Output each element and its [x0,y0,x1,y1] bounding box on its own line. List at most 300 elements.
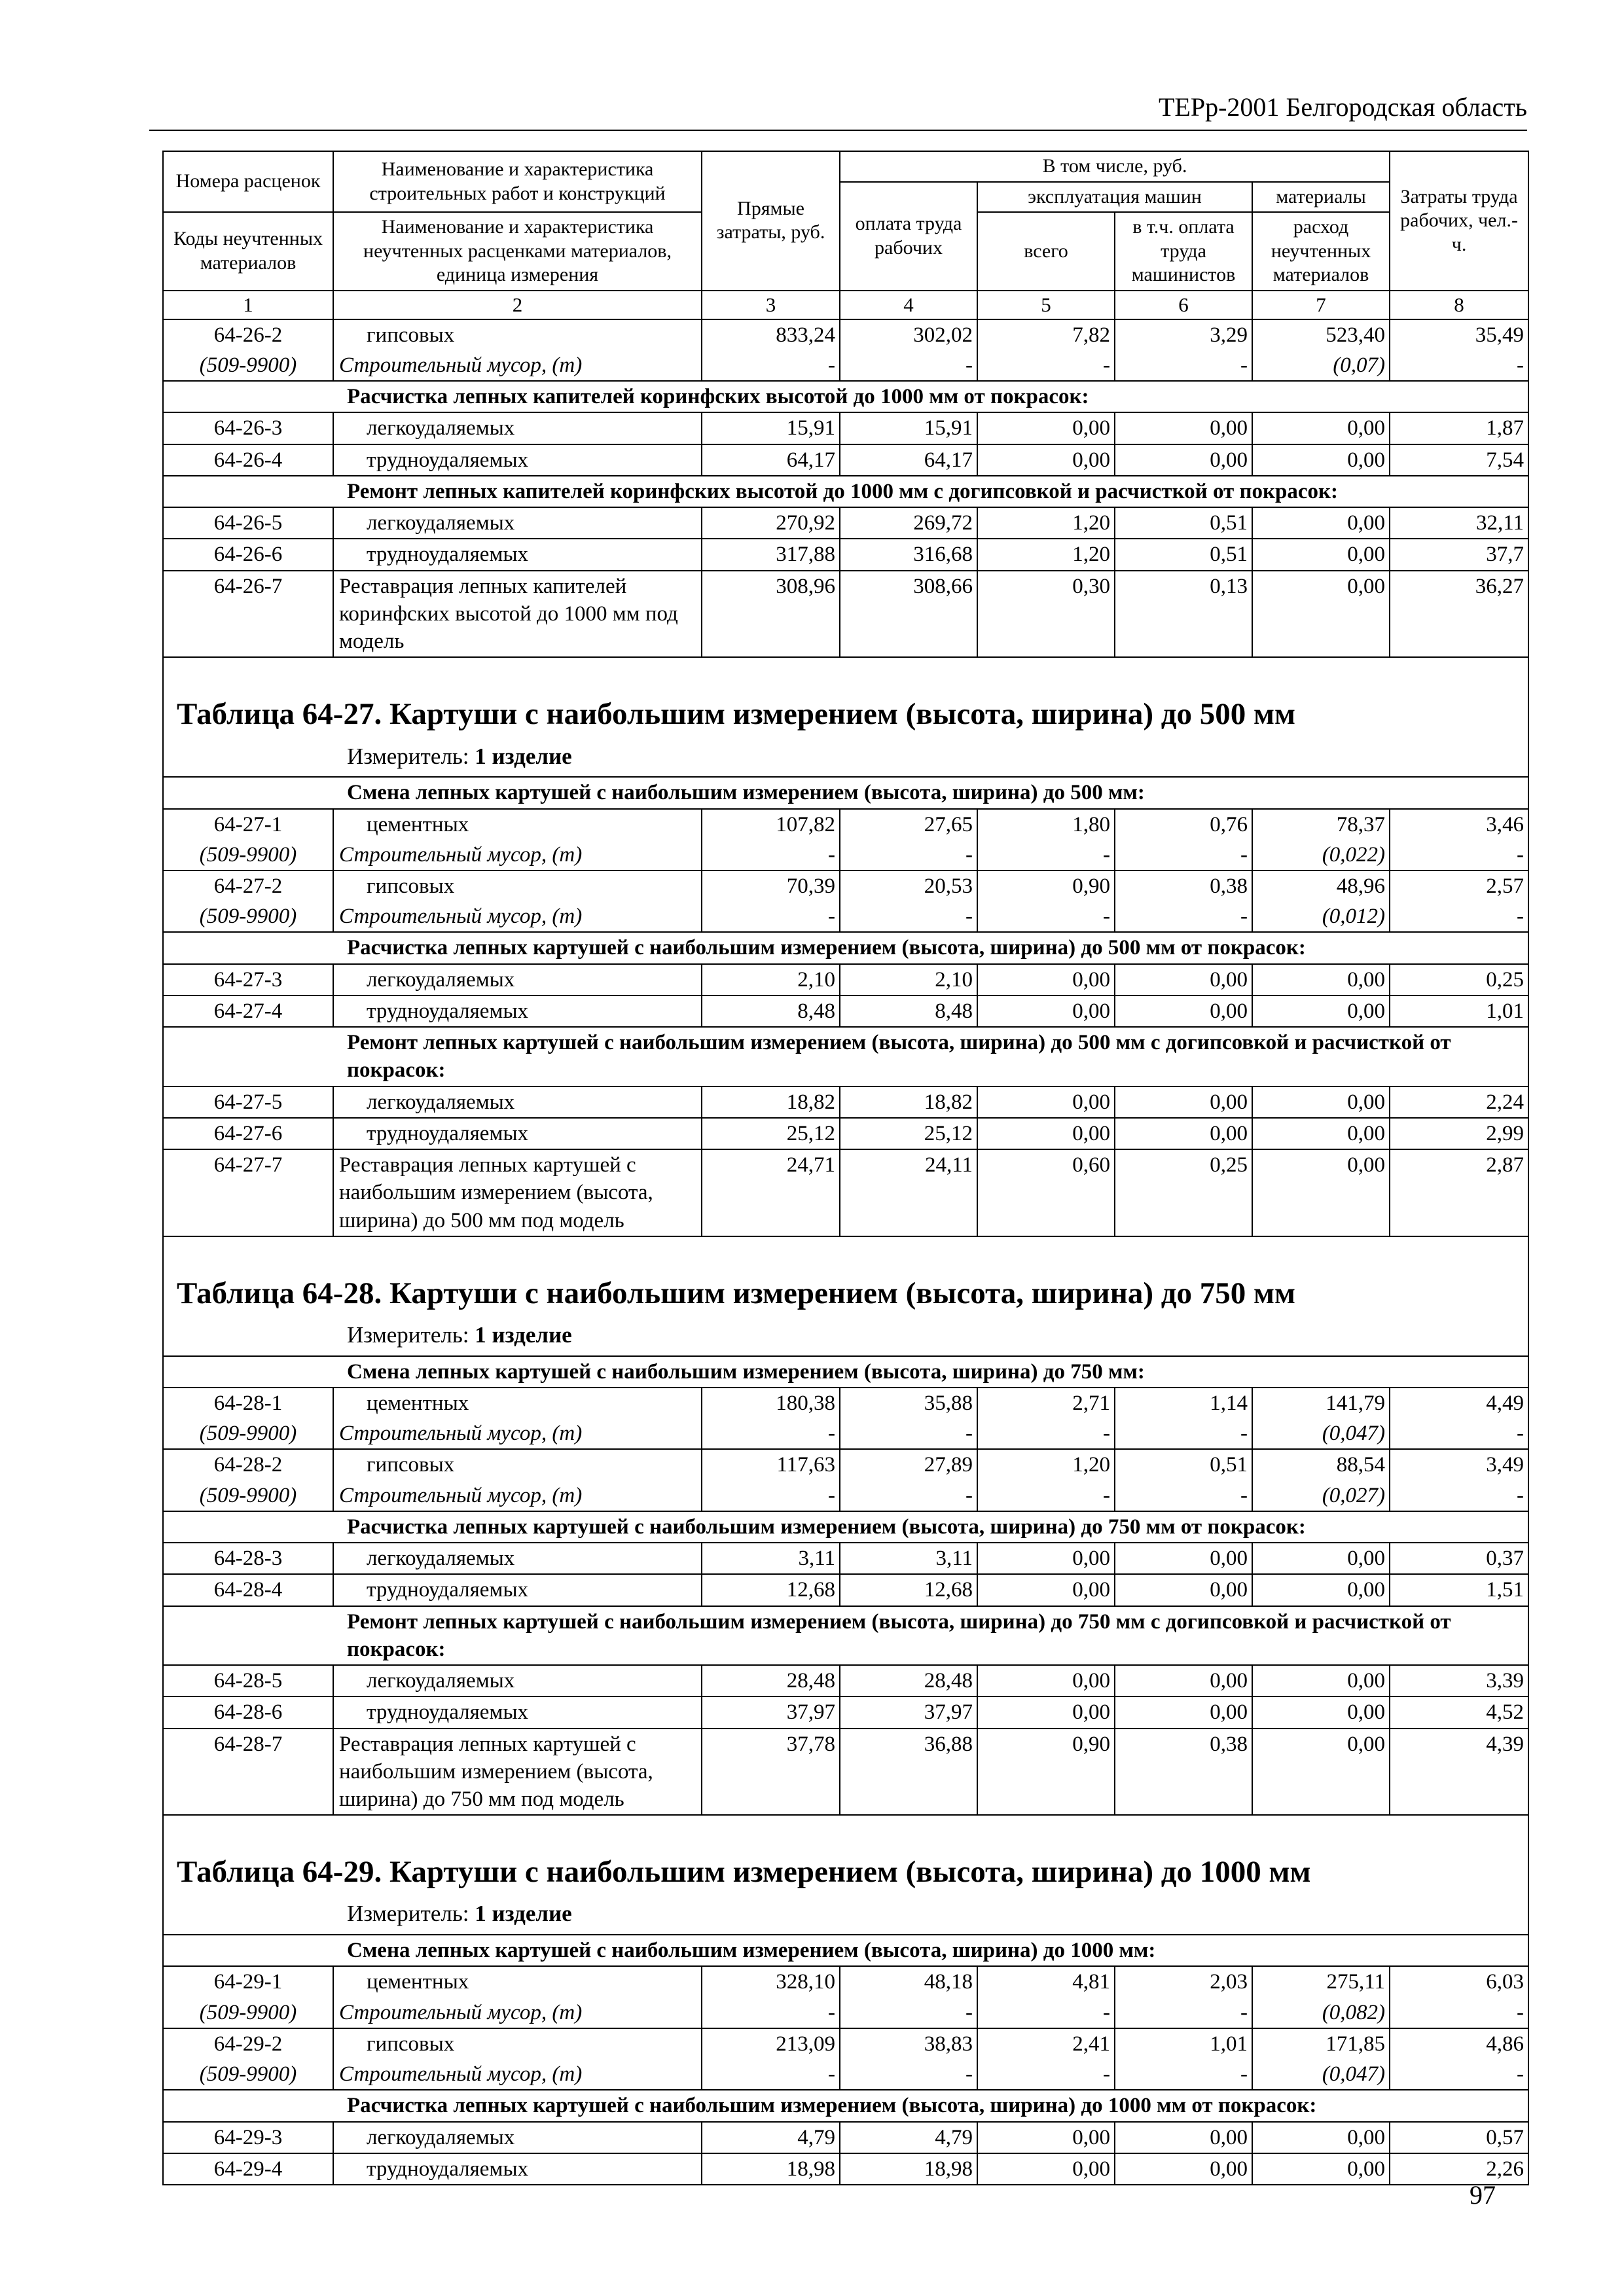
material-code: (509-9900) [163,1480,333,1511]
machinist-wage: 0,13 [1115,571,1252,658]
dash: - [977,350,1115,381]
section-heading-row [163,1606,1528,1665]
machinist-wage: 0,00 [1115,1574,1252,1605]
labor-hours: 2,57 [1390,870,1528,901]
machine-total: 0,30 [977,571,1115,658]
col2-bottom-header: Наименование и характеристика неучтенных расценками материалов, единица измерения [333,212,702,291]
col-number: 1 [163,291,333,319]
rate-code: 64-28-7 [163,1729,333,1816]
labor-hours: 2,87 [1390,1149,1528,1236]
rates-table [162,151,1529,2185]
dash: - [840,2059,977,2090]
labor-hours: 0,25 [1390,964,1528,996]
labor-hours: 3,49 [1390,1449,1528,1480]
section-heading: Расчистка лепных капителей коринфских высотой до 1000 мм от покрасок: [163,381,1528,412]
labor-hours: 3,39 [1390,1665,1528,1696]
unit-label: Измеритель: [347,1321,469,1348]
table-row [163,1118,1528,1149]
col8-header: Затраты труда рабочих, чел.-ч. [1390,151,1528,291]
col5-header: всего [977,212,1115,291]
rate-code: 64-26-2 [163,319,333,350]
dash: - [1115,1998,1252,2028]
section-heading-row [163,1935,1528,1966]
direct-cost: 18,82 [702,1086,840,1118]
materials-cost: 0,00 [1252,964,1390,996]
direct-cost: 37,78 [702,1729,840,1816]
rate-code: 64-26-5 [163,507,333,539]
labor-wage: 36,88 [840,1729,977,1816]
table-row [163,2153,1528,2185]
table-row [163,1388,1528,1418]
dash: - [977,2059,1115,2090]
rate-code: 64-28-2 [163,1449,333,1480]
material-name: Строительный мусор, (т) [333,901,702,932]
material-consumption: (0,027) [1252,1480,1390,1511]
rate-name: легкоудаляемых [333,507,702,539]
dash: - [977,1998,1115,2028]
section-heading: Смена лепных картушей с наибольшим измерением (высота, ширина) до 1000 мм: [163,1935,1528,1966]
machine-total: 1,20 [977,507,1115,539]
materials-cost: 0,00 [1252,1086,1390,1118]
machine-total: 0,90 [977,870,1115,901]
section-heading-row [163,932,1528,963]
machinist-wage: 2,03 [1115,1966,1252,1997]
table-row [163,1729,1528,1816]
direct-cost: 8,48 [702,996,840,1027]
table-row [163,1574,1528,1605]
materials-cost: 48,96 [1252,870,1390,901]
rate-name: легкоудаляемых [333,2122,702,2153]
machine-total: 7,82 [977,319,1115,350]
table-row [163,870,1528,901]
rate-name: цементных [333,1388,702,1418]
rate-name: гипсовых [333,2028,702,2059]
rate-name: легкоудаляемых [333,412,702,444]
machinist-wage: 0,51 [1115,539,1252,570]
labor-hours: 2,99 [1390,1118,1528,1149]
rate-code: 64-28-4 [163,1574,333,1605]
table-title-row [163,1816,1528,1935]
labor-hours: 0,57 [1390,2122,1528,2153]
machinist-wage: 0,00 [1115,1696,1252,1728]
rate-name: цементных [333,1966,702,1997]
materials-cost: 0,00 [1252,444,1390,476]
waste-row [163,840,1528,870]
labor-wage: 316,68 [840,539,977,570]
material-name: Строительный мусор, (т) [333,1998,702,2028]
machine-total: 0,00 [977,2122,1115,2153]
labor-wage: 4,79 [840,2122,977,2153]
labor-wage: 24,11 [840,1149,977,1236]
material-name: Строительный мусор, (т) [333,2059,702,2090]
col-number: 2 [333,291,702,319]
rate-name: гипсовых [333,319,702,350]
rate-code: 64-26-6 [163,539,333,570]
table-row [163,1543,1528,1574]
materials-cost: 0,00 [1252,1665,1390,1696]
materials-cost: 0,00 [1252,1118,1390,1149]
machine-total: 0,00 [977,1665,1115,1696]
labor-wage: 15,91 [840,412,977,444]
section-heading: Смена лепных картушей с наибольшим измерением (высота, ширина) до 500 мм: [163,777,1528,808]
table-title: Таблица 64-27. Картуши с наибольшим измерением (высота, ширина) до 500 мм [177,697,1296,732]
labor-wage: 18,82 [840,1086,977,1118]
machines-header: эксплуатация машин [977,182,1252,213]
labor-hours: 35,49 [1390,319,1528,350]
machine-total: 0,00 [977,412,1115,444]
table-row [163,571,1528,658]
rate-name: Реставрация лепных картушей с наибольшим измерением (высота, ширина) до 500 мм под модель [333,1149,702,1236]
col-number: 6 [1115,291,1252,319]
table-row [163,444,1528,476]
labor-hours: 1,51 [1390,1574,1528,1605]
machinist-wage: 0,00 [1115,1118,1252,1149]
table-row [163,2122,1528,2153]
unit-of-measure [164,1899,1528,1934]
labor-hours: 32,11 [1390,507,1528,539]
material-name: Строительный мусор, (т) [333,840,702,870]
machine-total: 1,80 [977,809,1115,840]
col3-header: Прямые затраты, руб. [702,151,840,291]
machine-total: 1,20 [977,539,1115,570]
dash: - [840,840,977,870]
labor-wage: 269,72 [840,507,977,539]
direct-cost: 37,97 [702,1696,840,1728]
dash: - [702,2059,840,2090]
machinist-wage: 0,00 [1115,964,1252,996]
header-rule [149,130,1527,131]
rate-name: трудноудаляемых [333,996,702,1027]
rate-name: трудноудаляемых [333,539,702,570]
dash: - [702,1480,840,1511]
rate-code: 64-27-3 [163,964,333,996]
materials-cost: 0,00 [1252,1729,1390,1816]
dash: - [1115,901,1252,932]
rate-name: Реставрация лепных картушей с наибольшим измерением (высота, ширина) до 750 мм под модель [333,1729,702,1816]
machine-total: 1,20 [977,1449,1115,1480]
dash: - [702,840,840,870]
labor-hours: 3,46 [1390,809,1528,840]
table-row [163,964,1528,996]
material-code: (509-9900) [163,901,333,932]
materials-cost: 141,79 [1252,1388,1390,1418]
direct-cost: 64,17 [702,444,840,476]
rate-name: трудноудаляемых [333,1574,702,1605]
labor-wage: 3,11 [840,1543,977,1574]
dash: - [1115,1480,1252,1511]
waste-row [163,350,1528,381]
col6-header: в т.ч. оплата труда машинистов [1115,212,1252,291]
rate-code: 64-26-4 [163,444,333,476]
dash: - [1115,350,1252,381]
table-row [163,1086,1528,1118]
unit-value: 1 изделие [475,743,572,769]
labor-wage: 48,18 [840,1966,977,1997]
direct-cost: 328,10 [702,1966,840,1997]
labor-hours: 36,27 [1390,571,1528,658]
machine-total: 0,00 [977,1118,1115,1149]
materials-cost: 0,00 [1252,507,1390,539]
table-title-row [163,1237,1528,1356]
machinist-wage: 0,38 [1115,870,1252,901]
table-64-28 [163,1236,1528,1815]
materials-cost: 0,00 [1252,1696,1390,1728]
direct-cost: 317,88 [702,539,840,570]
labor-wage: 8,48 [840,996,977,1027]
dash: - [1115,840,1252,870]
direct-cost: 28,48 [702,1665,840,1696]
direct-cost: 12,68 [702,1574,840,1605]
labor-hours: 0,37 [1390,1543,1528,1574]
machine-total: 0,60 [977,1149,1115,1236]
machinist-wage: 0,00 [1115,996,1252,1027]
labor-wage: 28,48 [840,1665,977,1696]
dash: - [977,1480,1115,1511]
machinist-wage: 0,00 [1115,2153,1252,2185]
waste-row [163,1480,1528,1511]
machinist-wage: 0,00 [1115,2122,1252,2153]
table-row [163,1665,1528,1696]
machinist-wage: 1,14 [1115,1388,1252,1418]
rate-code: 64-28-3 [163,1543,333,1574]
materials-cost: 0,00 [1252,2153,1390,2185]
machine-total: 0,00 [977,1574,1115,1605]
dash: - [977,1418,1115,1449]
machine-total: 4,81 [977,1966,1115,1997]
section-heading-row [163,2090,1528,2121]
col-number: 7 [1252,291,1390,319]
labor-hours: 1,87 [1390,412,1528,444]
machine-total: 0,00 [977,964,1115,996]
dash: - [1390,1480,1528,1511]
direct-cost: 2,10 [702,964,840,996]
table-row [163,1149,1528,1236]
labor-hours: 2,24 [1390,1086,1528,1118]
material-consumption: (0,07) [1252,350,1390,381]
labor-hours: 4,52 [1390,1696,1528,1728]
unit-of-measure [164,742,1528,777]
rate-code: 64-29-2 [163,2028,333,2059]
labor-wage: 37,97 [840,1696,977,1728]
machinist-wage: 0,00 [1115,412,1252,444]
section-heading-row [163,1356,1528,1388]
waste-row [163,2059,1528,2090]
table-64-26-continued [163,319,1528,658]
direct-cost: 270,92 [702,507,840,539]
running-header-title: ТЕРр-2001 Белгородская область [1158,92,1527,122]
table-row [163,1966,1528,1997]
labor-hours: 1,01 [1390,996,1528,1027]
dash: - [1115,1418,1252,1449]
labor-hours: 7,54 [1390,444,1528,476]
rate-name: трудноудаляемых [333,2153,702,2185]
material-code: (509-9900) [163,2059,333,2090]
col-number: 3 [702,291,840,319]
table-64-29 [163,1815,1528,2185]
material-consumption: (0,022) [1252,840,1390,870]
direct-cost: 213,09 [702,2028,840,2059]
direct-cost: 117,63 [702,1449,840,1480]
rate-name: трудноудаляемых [333,1696,702,1728]
col1-bottom-header: Коды неучтенных материалов [163,212,333,291]
labor-wage: 12,68 [840,1574,977,1605]
dash: - [1390,1998,1528,2028]
section-heading: Ремонт лепных картушей с наибольшим измерением (высота, ширина) до 750 мм с догипсовкой и расчисткой от покрасок: [163,1606,1528,1665]
section-heading: Ремонт лепных картушей с наибольшим измерением (высота, ширина) до 500 мм с догипсовкой и расчисткой от покрасок: [163,1027,1528,1086]
col2-top-header: Наименование и характеристика строительных работ и конструкций [333,151,702,212]
direct-cost: 70,39 [702,870,840,901]
section-heading-row [163,1511,1528,1543]
rate-name: легкоудаляемых [333,964,702,996]
table-row [163,1449,1528,1480]
table-row [163,1696,1528,1728]
material-consumption: (0,047) [1252,1418,1390,1449]
direct-cost: 15,91 [702,412,840,444]
unit-label: Измеритель: [347,1901,469,1927]
rate-name: гипсовых [333,870,702,901]
direct-cost: 4,79 [702,2122,840,2153]
machinist-wage: 0,00 [1115,1665,1252,1696]
labor-hours: 37,7 [1390,539,1528,570]
table-row [163,507,1528,539]
machine-total: 0,00 [977,2153,1115,2185]
labor-wage: 18,98 [840,2153,977,2185]
machine-total: 0,90 [977,1729,1115,1816]
labor-wage: 27,65 [840,809,977,840]
material-code: (509-9900) [163,1998,333,2028]
rate-code: 64-28-6 [163,1696,333,1728]
labor-wage: 302,02 [840,319,977,350]
col7-header: расход неучтенных материалов [1252,212,1390,291]
section-heading: Смена лепных картушей с наибольшим измерением (высота, ширина) до 750 мм: [163,1356,1528,1388]
labor-wage: 64,17 [840,444,977,476]
waste-row [163,1418,1528,1449]
direct-cost: 24,71 [702,1149,840,1236]
labor-hours: 6,03 [1390,1966,1528,1997]
materials-cost: 0,00 [1252,1543,1390,1574]
labor-hours: 4,49 [1390,1388,1528,1418]
waste-row [163,901,1528,932]
section-heading: Ремонт лепных капителей коринфских высотой до 1000 мм с догипсовкой и расчисткой от покрасок: [163,476,1528,507]
materials-cost: 0,00 [1252,539,1390,570]
rate-code: 64-28-5 [163,1665,333,1696]
col-number: 8 [1390,291,1528,319]
machine-total: 0,00 [977,444,1115,476]
rate-name: цементных [333,809,702,840]
material-name: Строительный мусор, (т) [333,1418,702,1449]
rate-name: трудноудаляемых [333,1118,702,1149]
material-consumption: (0,047) [1252,2059,1390,2090]
rate-code: 64-27-7 [163,1149,333,1236]
unit-value: 1 изделие [475,1901,572,1927]
dash: - [1390,1418,1528,1449]
dash: - [840,1998,977,2028]
material-code: (509-9900) [163,350,333,381]
dash: - [977,840,1115,870]
dash: - [840,901,977,932]
rate-name: Реставрация лепных капителей коринфских высотой до 1000 мм под модель [333,571,702,658]
rate-code: 64-27-4 [163,996,333,1027]
labor-wage: 20,53 [840,870,977,901]
col-number: 4 [840,291,977,319]
machine-total: 2,41 [977,2028,1115,2059]
direct-cost: 18,98 [702,2153,840,2185]
dash: - [1390,840,1528,870]
labor-hours: 2,26 [1390,2153,1528,2185]
table-row [163,319,1528,350]
dash: - [840,1418,977,1449]
col1-top-header: Номера расценок [163,151,333,212]
machinist-wage: 0,00 [1115,444,1252,476]
material-code: (509-9900) [163,840,333,870]
direct-cost: 25,12 [702,1118,840,1149]
dash: - [1115,2059,1252,2090]
machinist-wage: 0,76 [1115,809,1252,840]
material-consumption: (0,012) [1252,901,1390,932]
materials-cost: 0,00 [1252,412,1390,444]
materials-cost: 0,00 [1252,1149,1390,1236]
rate-code: 64-27-5 [163,1086,333,1118]
machinist-wage: 0,25 [1115,1149,1252,1236]
rate-code: 64-29-3 [163,2122,333,2153]
unit-label: Измеритель: [347,743,469,769]
rate-code: 64-26-7 [163,571,333,658]
dash: - [1390,2059,1528,2090]
materials-cost: 0,00 [1252,571,1390,658]
rate-code: 64-27-1 [163,809,333,840]
section-heading-row [163,777,1528,808]
dash: - [702,1418,840,1449]
dash: - [1390,901,1528,932]
rate-name: легкоудаляемых [333,1086,702,1118]
machine-total: 2,71 [977,1388,1115,1418]
machinist-wage: 1,01 [1115,2028,1252,2059]
dash: - [977,901,1115,932]
machinist-wage: 0,51 [1115,1449,1252,1480]
machinist-wage: 0,00 [1115,1543,1252,1574]
rate-code: 64-27-6 [163,1118,333,1149]
machine-total: 0,00 [977,1086,1115,1118]
machine-total: 0,00 [977,996,1115,1027]
labor-wage: 38,83 [840,2028,977,2059]
table-title: Таблица 64-29. Картуши с наибольшим измерением (высота, ширина) до 1000 мм [177,1855,1311,1890]
machinist-wage: 3,29 [1115,319,1252,350]
section-heading: Расчистка лепных картушей с наибольшим измерением (высота, ширина) до 750 мм от покрасок: [163,1511,1528,1543]
labor-wage: 2,10 [840,964,977,996]
labor-wage: 35,88 [840,1388,977,1418]
rate-code: 64-28-1 [163,1388,333,1418]
col4-header: оплата труда рабочих [840,182,977,291]
rate-code: 64-29-4 [163,2153,333,2185]
incl-header: В том числе, руб. [840,151,1390,182]
dash: - [702,350,840,381]
table-row [163,2028,1528,2059]
material-code: (509-9900) [163,1418,333,1449]
direct-cost: 308,96 [702,571,840,658]
direct-cost: 180,38 [702,1388,840,1418]
table-title-row [163,658,1528,777]
section-heading-row [163,381,1528,412]
machine-total: 0,00 [977,1543,1115,1574]
column-header [163,151,1528,319]
dash: - [840,1480,977,1511]
section-heading: Расчистка лепных картушей с наибольшим измерением (высота, ширина) до 500 мм от покрасок: [163,932,1528,963]
rate-name: легкоудаляемых [333,1665,702,1696]
table-64-27 [163,657,1528,1236]
machine-total: 0,00 [977,1696,1115,1728]
table-row [163,996,1528,1027]
unit-of-measure [164,1321,1528,1355]
